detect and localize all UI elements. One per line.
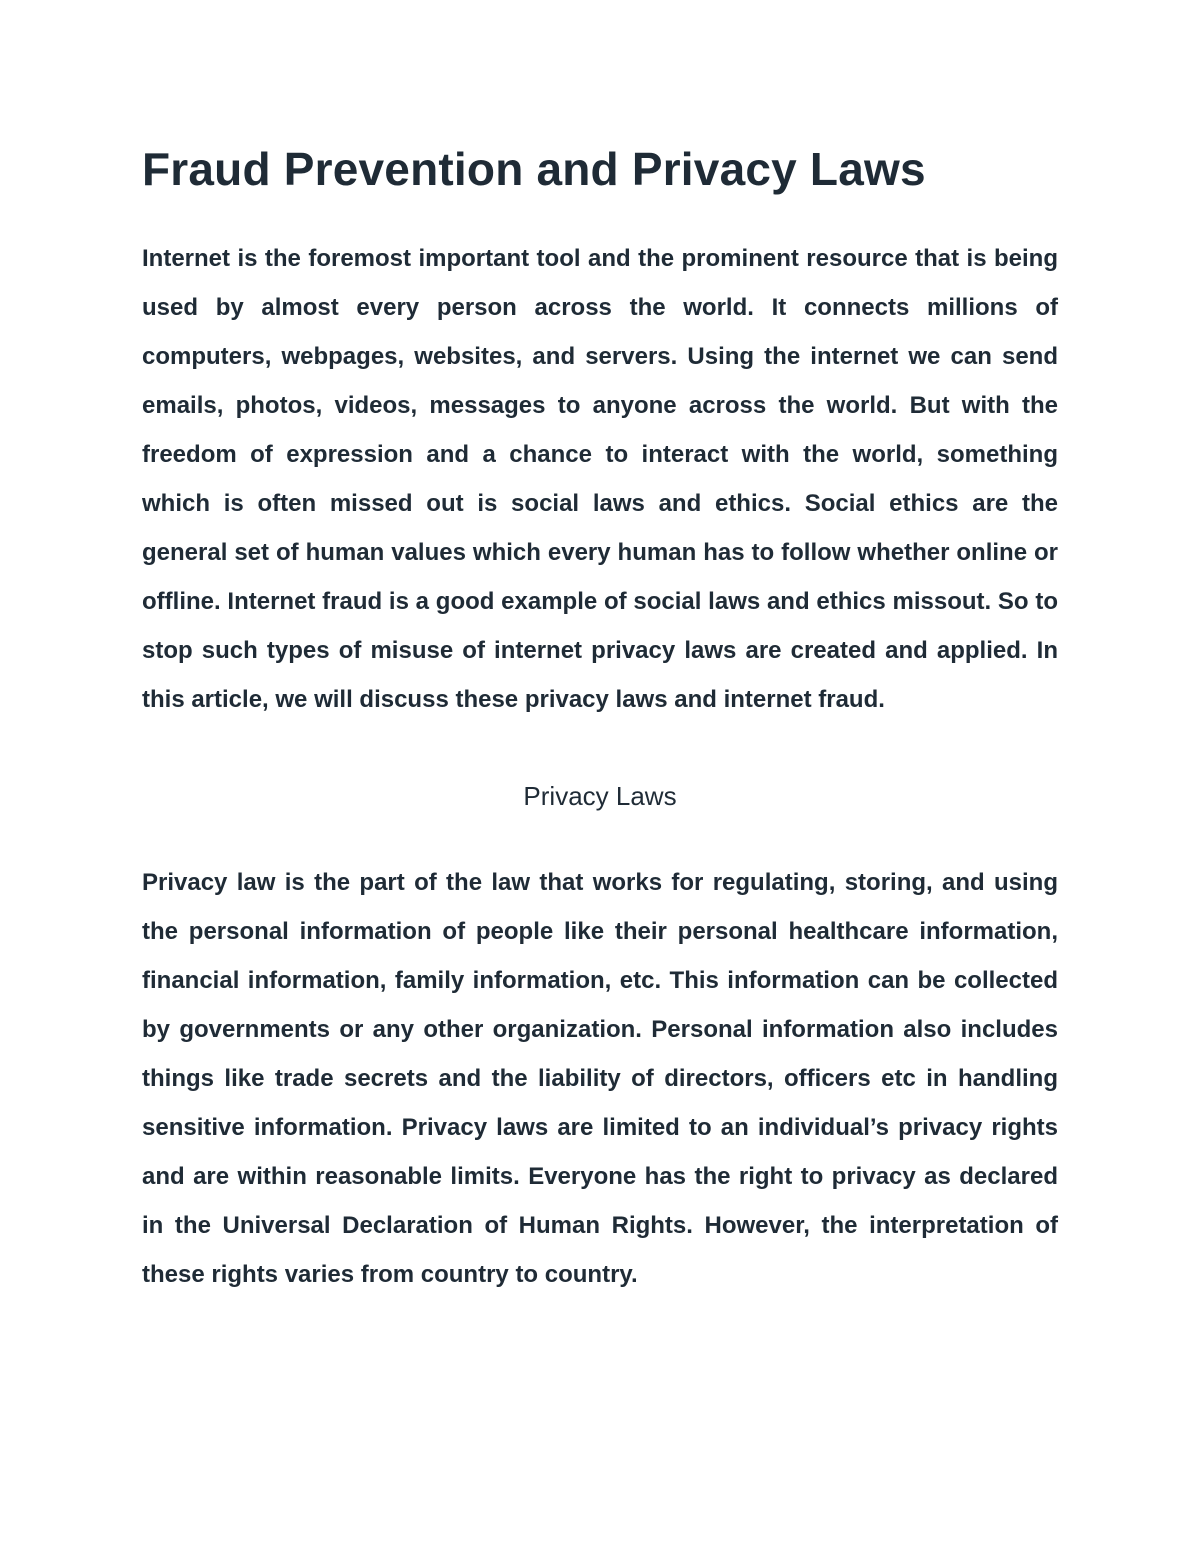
document-content [142, 138, 1058, 1299]
document-title: Fraud Prevention and Privacy Laws [142, 143, 926, 195]
privacy-laws-paragraph: Privacy law is the part of the law that works for regulating, storing, and using the personal information of people like their personal healthcare information, financial information, family information, etc. This information can be collected by governments or any other organization. Personal information also includes things like trade secrets and the liability of directors, officers etc in handling sensitive information. Privacy laws are limited to an individual’s privacy rights and are within reasonable limits. Everyone has the right to privacy as declared in the Universal Declaration of Human Rights. However, the interpretation of these rights varies from country to country. [142, 869, 1058, 1288]
section-heading-privacy-laws: Privacy Laws [523, 781, 677, 811]
intro-paragraph: Internet is the foremost important tool and the prominent resource that is being used by almost every person across the world. It connects millions of computers, webpages, websites, and servers. Using the internet we can send emails, photos, videos, messages to anyone across the world. But with the freedom of expression and a chance to interact with the world, something which is often missed out is social laws and ethics. Social ethics are the general set of human values which every human has to follow whether online or offline. Internet fraud is a good example of social laws and ethics missout. So to stop such types of misuse of internet privacy laws are created and applied. In this article, we will discuss these privacy laws and internet fraud. [142, 245, 1058, 713]
